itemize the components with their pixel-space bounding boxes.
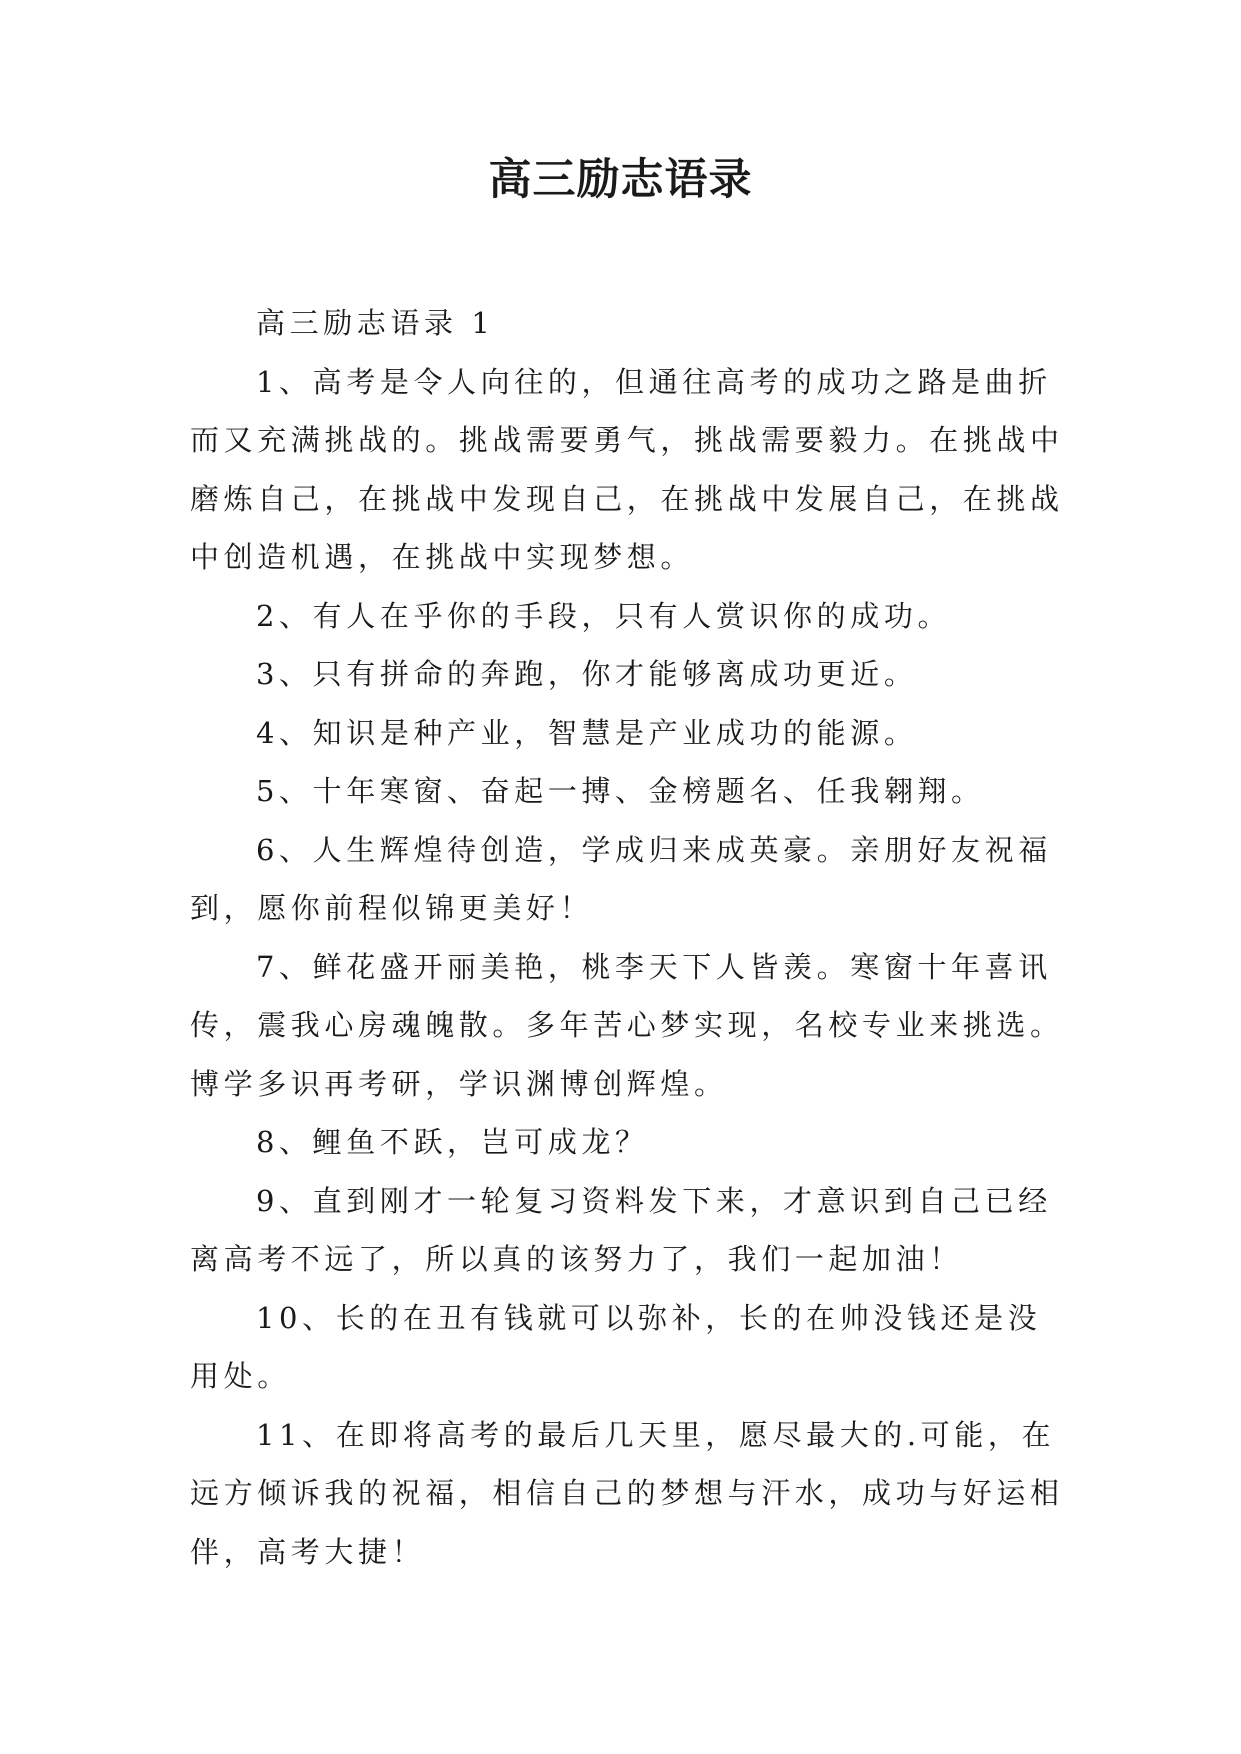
document-title: 高三励志语录 xyxy=(488,155,753,205)
quote-paragraph-4: 4、知识是种产业，智慧是产业成功的能源。 xyxy=(256,715,918,750)
quote-paragraph-2: 2、有人在乎你的手段，只有人赏识你的成功。 xyxy=(256,598,952,633)
quote-paragraph-5: 5、十年寒窗、奋起一搏、金榜题名、任我翱翔。 xyxy=(256,774,985,808)
quote-paragraph-11: 11、在即将高考的最后几天里，愿尽最大的.可能，在远方倾诉我的祝福，相信自己的梦想与汗水，成功与好运相伴，高考大捷！ xyxy=(190,1417,1064,1569)
document-body xyxy=(190,294,1070,1581)
quote-paragraph-1: 1、高考是令人向往的，但通往高考的成功之路是曲折而又充满挑战的。挑战需要勇气，挑战需要毅力。在挑战中磨炼自己，在挑战中发现自己，在挑战中发展自己，在挑战中创造机遇，在挑战中实现梦想。 xyxy=(190,364,1064,574)
quote-paragraph-9: 9、直到刚才一轮复习资料发下来，才意识到自己已经离高考不远了，所以真的该努力了，我们一起加油！ xyxy=(190,1183,1052,1276)
quote-paragraph-7: 7、鲜花盛开丽美艳，桃李天下人皆羡。寒窗十年喜讯传，震我心房魂魄散。多年苦心梦实现，名校专业来挑选。博学多识再考研，学识渊博创辉煌。 xyxy=(190,949,1064,1101)
quote-paragraph-10: 10、长的在丑有钱就可以弥补，长的在帅没钱还是没用处。 xyxy=(190,1300,1042,1393)
quote-paragraph-6: 6、人生辉煌待创造，学成归来成英豪。亲朋好友祝福到，愿你前程似锦更美好！ xyxy=(190,832,1052,925)
section-heading: 高三励志语录 1 xyxy=(256,306,495,340)
quote-paragraph-8: 8、鲤鱼不跃，岂可成龙？ xyxy=(256,1125,649,1159)
quote-paragraph-3: 3、只有拼命的奔跑，你才能够离成功更近。 xyxy=(256,657,918,691)
